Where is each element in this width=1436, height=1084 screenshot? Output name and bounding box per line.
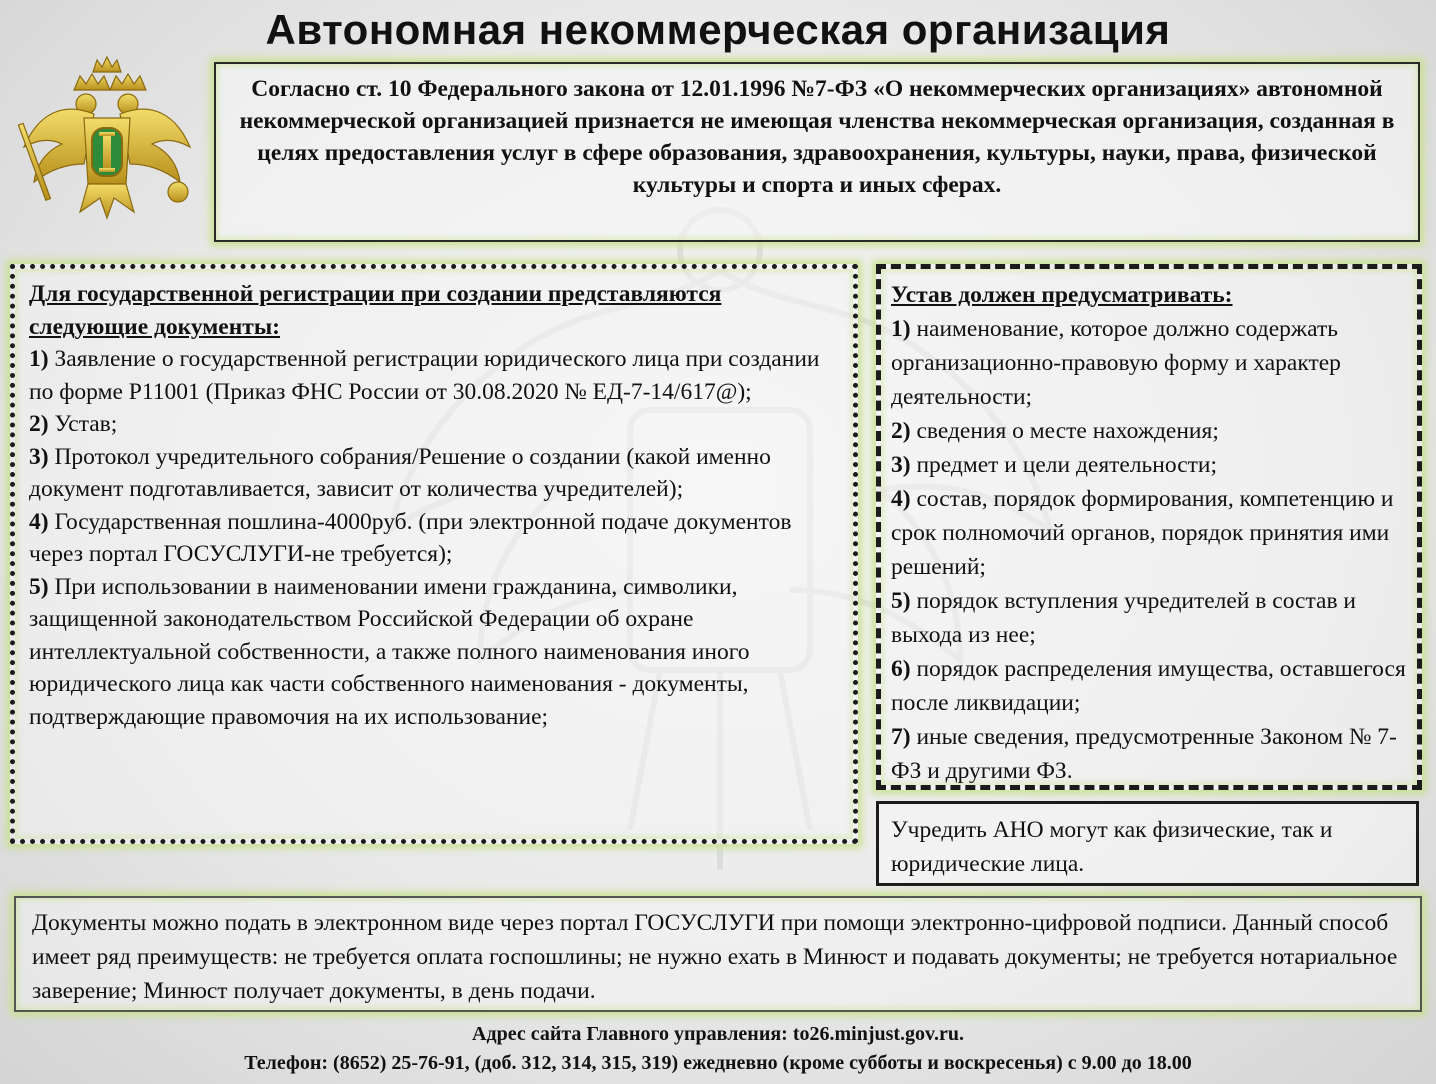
list-item (891, 482, 1411, 584)
list-item (891, 312, 1411, 414)
item-number: 6) (891, 656, 911, 682)
item-text: Государственная пошлина-4000руб. (при электронной подаче документов через портал ГОСУСЛУГИ-не требуется); (29, 508, 792, 567)
item-number: 3) (891, 452, 911, 478)
page-title: Автономная некоммерческая организация (265, 6, 1171, 53)
electronic-submission-text: Документы можно подать в электронном виде через портал ГОСУСЛУГИ при помощи электронно-цифровой подписи. Данный способ имеет ряд преимуществ: не требуется оплата госпошлины; не нужно ехать в Минюст и подавать документы; не требуется нотариальное заверение; Минюст получает документы, в день подачи. (32, 910, 1398, 1004)
electronic-submission-box (14, 896, 1422, 1012)
item-number: 1) (891, 316, 911, 342)
item-text: При использовании в наименовании имени гражданина, символики, защищенной законодательством Российской Федерации об охране интеллектуальной собственности, а также полного наименования иного юридического лица как части собственного наименования - документы, подтверждающие правомочия на их использование; (29, 573, 750, 730)
list-item (29, 441, 843, 506)
charter-requirements-box (876, 264, 1422, 790)
item-text: предмет и цели деятельности; (916, 452, 1217, 478)
list-item (891, 414, 1411, 448)
law-definition-box (214, 62, 1420, 242)
documents-heading: Для государственной регистрации при создании представляются следующие документы: (29, 281, 722, 340)
list-item (29, 571, 843, 734)
list-item (29, 408, 843, 441)
item-text: Устав; (54, 411, 118, 437)
item-text: Заявление о государственной регистрации юридического лица при создании по форме Р11001 (Приказ ФНС России от 30.08.2020 № ЕД-7-14/617@); (29, 346, 820, 405)
item-number: 5) (29, 573, 49, 600)
item-number: 4) (29, 508, 49, 535)
item-text: иные сведения, предусмотренные Законом № 7-ФЗ и другими ФЗ. (891, 724, 1397, 784)
item-number: 2) (891, 418, 911, 444)
eagle-emblem-icon (14, 52, 200, 222)
list-item (891, 448, 1411, 482)
item-number: 3) (29, 443, 49, 470)
item-text: наименование, которое должно содержать организационно-правовую форму и характер деятельности; (891, 316, 1341, 410)
list-item (29, 506, 843, 571)
list-item (891, 652, 1411, 720)
item-text: порядок вступления учредителей в состав и выхода из нее; (891, 588, 1356, 648)
item-number: 2) (29, 411, 49, 437)
footer-phone: Телефон: (8652) 25-76-91, (доб. 312, 314, 315, 319) ежедневно (кроме субботы и воскресенья) с 9.00 до 18.00 (244, 1052, 1192, 1074)
list-item (891, 720, 1411, 788)
item-number: 5) (891, 588, 911, 614)
item-number: 7) (891, 724, 911, 750)
item-number: 1) (29, 346, 49, 372)
charter-heading: Устав должен предусматривать: (891, 282, 1233, 308)
footer-address: Адрес сайта Главного управления: to26.minjust.gov.ru. (472, 1023, 964, 1045)
law-definition-text: Согласно ст. 10 Федерального закона от 12.01.1996 №7-ФЗ «О некоммерческих организациях» автономной некоммерческой организацией признается не имеющая членства некоммерческая организация, созданная в целях предоставления услуг в сфере образования, здравоохранения, культуры, науки, права, физической культуры и спорта и иных сферах. (239, 76, 1395, 198)
item-number: 4) (891, 486, 911, 512)
founders-text: Учредить АНО могут как физические, так и юридические лица. (891, 817, 1333, 877)
item-text: сведения о месте нахождения; (916, 418, 1219, 444)
registration-documents-box (10, 264, 858, 844)
item-text: порядок распределения имущества, оставшегося после ликвидации; (891, 656, 1406, 716)
list-item (891, 584, 1411, 652)
list-item (29, 343, 843, 408)
founders-box (876, 801, 1419, 886)
item-text: состав, порядок формирования, компетенцию и срок полномочий органов, порядок принятия ими решений; (891, 486, 1394, 580)
item-text: Протокол учредительного собрания/Решение о создании (какой именно документ подготавливается, зависит от количества учредителей); (29, 443, 771, 502)
